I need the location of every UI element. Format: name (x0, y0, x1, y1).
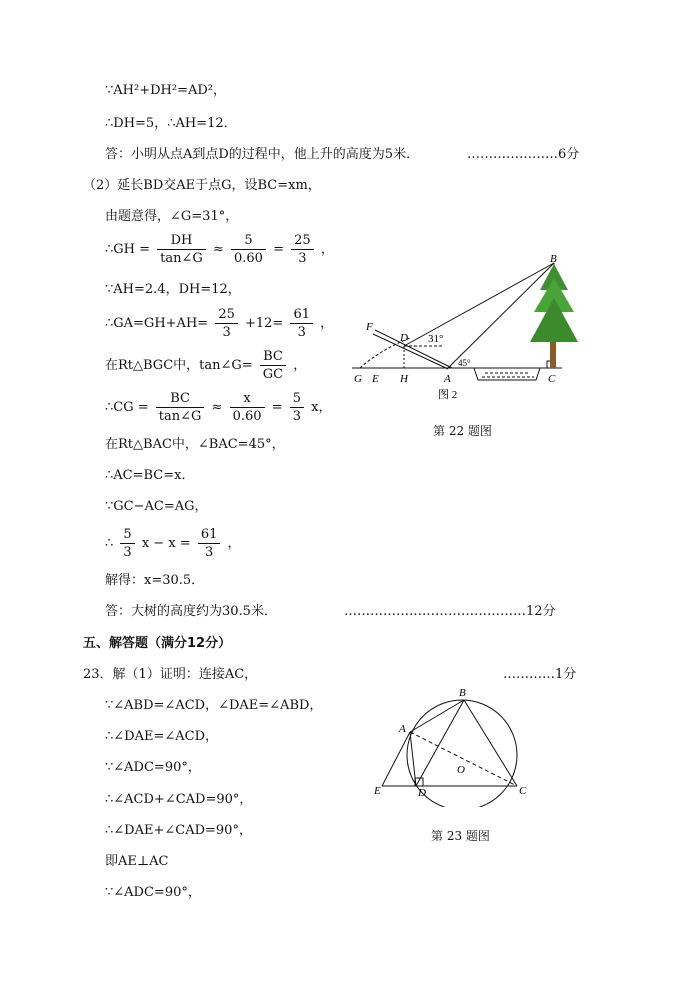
equation-ga (105, 306, 333, 342)
text-line-19: ∴∠DAE=∠ACD， (105, 729, 219, 744)
equation-cg (105, 390, 332, 426)
frac-cg1-den: tan∠G (158, 409, 202, 424)
frac-25-num: 25 (291, 232, 314, 250)
frac-cg3-num: 5 (290, 390, 304, 408)
frac-ga2-num: 61 (290, 306, 313, 324)
fig22-angle-45: 45° (458, 358, 471, 368)
frac-bc-num: BC (260, 348, 286, 366)
frac-ga-25-3 (215, 306, 238, 341)
eq-ga-end: ， (320, 316, 334, 331)
text-line-16: 答：大树的高度约为30.5米． (105, 604, 277, 619)
frac-5-060 (231, 232, 266, 267)
fig22-label-b: B (550, 253, 557, 265)
equation-tan-g (105, 348, 306, 384)
text-line-11: 在Rt△BAC中，∠BAC=45°， (105, 437, 285, 452)
score-6: …………………6分 (467, 147, 580, 162)
frac-solve1-den: 3 (123, 545, 132, 560)
text-line-13: ∵GC−AC=AG， (105, 499, 208, 514)
text-line-23: 即AE⊥AC (105, 854, 169, 869)
eq-gh-eq: = (273, 242, 284, 257)
equation-gh (105, 232, 334, 268)
frac-solve1-num: 5 (120, 526, 134, 544)
frac-ga-61-3 (290, 306, 313, 341)
text-line-22: ∴∠DAE+∠CAD=90°， (105, 823, 252, 838)
fig22-label-f: F (366, 321, 373, 333)
text-line-2: ∴DH=5，∴AH=12． (105, 116, 237, 131)
text-line-21: ∴∠ACD+∠CAD=90°， (105, 792, 253, 807)
fig23-label-b: B (459, 687, 466, 699)
text-line-18: ∵∠ABD=∠ACD，∠DAE=∠ABD， (105, 698, 323, 713)
equation-solve (105, 526, 241, 562)
fig23-label-e: E (374, 785, 381, 797)
fig22-label-c: C (548, 373, 556, 385)
frac-cg-2 (230, 390, 265, 425)
text-line-17: 23．解（1）证明：连接AC， (83, 667, 258, 682)
frac-solve2-den: 3 (204, 545, 214, 560)
frac-dh-num: DH (157, 232, 206, 250)
frac-cg-1 (156, 390, 205, 425)
section-heading: 五、解答题（满分12分） (83, 636, 232, 651)
fig23-label-o: O (457, 764, 465, 776)
eq-tang-pre: 在Rt△BGC中，tan∠G= (105, 358, 253, 373)
eq-tang-end: ， (293, 358, 307, 373)
fig22-label-a: A (444, 373, 451, 385)
frac-cg1-num: BC (156, 390, 205, 408)
eq-ga-mid: +12= (245, 316, 284, 331)
eq-solve-end: ， (227, 536, 241, 551)
text-line-12: ∴AC=BC=x． (105, 468, 195, 483)
text-line-7: ∵AH=2.4，DH=12， (105, 282, 241, 297)
text-line-1: ∵AH²+DH²=AD²， (105, 83, 226, 98)
frac-cg-3 (290, 390, 304, 425)
fig22-label-d: D (400, 332, 408, 344)
frac-solve-1 (120, 526, 134, 561)
eq-ga-pre: ∴GA=GH+AH= (105, 316, 209, 331)
frac-dh-den: tan∠G (160, 251, 203, 266)
text-line-5: 由题意得，∠G=31°， (105, 209, 239, 224)
eq-gh-end: ， (320, 242, 334, 257)
frac-cg3-den: 3 (292, 409, 302, 424)
fig23-label-a: A (399, 723, 406, 735)
frac-25-den: 3 (298, 251, 307, 266)
eq-cg-pre: ∴CG = (105, 400, 149, 415)
fig22-caption: 第 22 题图 (433, 424, 492, 438)
eq-solve-mid: x − x = (141, 536, 191, 551)
fig23-label-c: C (519, 785, 527, 797)
fig22-angle-31: 31° (428, 333, 444, 345)
eq-gh-pre: ∴GH = (105, 242, 151, 257)
frac-25-3 (291, 232, 314, 267)
eq-cg-approx: ≈ (211, 400, 223, 415)
figure-23 (368, 682, 548, 807)
fig23-caption: 第 23 题图 (431, 829, 490, 843)
eq-cg-eq: = (271, 400, 283, 415)
frac-5-num: 5 (231, 232, 266, 250)
text-line-4: （2）延长BD交AE于点G，设BC=xm， (83, 178, 321, 193)
figure-22 (340, 250, 590, 410)
text-line-15: 解得：x=30.5． (105, 573, 205, 588)
frac-solve2-num: 61 (198, 526, 221, 544)
fig23-label-d: D (418, 787, 426, 799)
frac-5-den: 0.60 (233, 251, 263, 266)
frac-cg2-den: 0.60 (232, 409, 262, 424)
text-line-3: 答：小明从点A到点D的过程中，他上升的高度为5米． (105, 147, 420, 162)
frac-ga1-den: 3 (222, 325, 231, 340)
frac-ga1-num: 25 (215, 306, 238, 324)
text-line-20: ∵∠ADC=90°， (105, 760, 201, 775)
fig22-label-e: E (372, 373, 379, 385)
text-line-24: ∵∠ADC=90°， (105, 885, 201, 900)
frac-ga2-den: 3 (297, 325, 306, 340)
fig22-sub: 图 2 (438, 389, 458, 401)
frac-bc-gc (260, 348, 286, 383)
frac-cg2-num: x (230, 390, 265, 408)
frac-dh-tan (157, 232, 206, 267)
frac-solve-2 (198, 526, 221, 561)
eq-solve-pre: ∴ (105, 536, 114, 551)
eq-cg-end: x， (311, 400, 332, 415)
fig22-label-g: G (354, 373, 362, 385)
score-1: …………1分 (503, 667, 577, 682)
fig22-label-h: H (400, 373, 408, 385)
frac-gc-den: GC (262, 367, 284, 382)
eq-gh-approx: ≈ (212, 242, 224, 257)
score-12: ……………………………………12分 (344, 604, 556, 619)
